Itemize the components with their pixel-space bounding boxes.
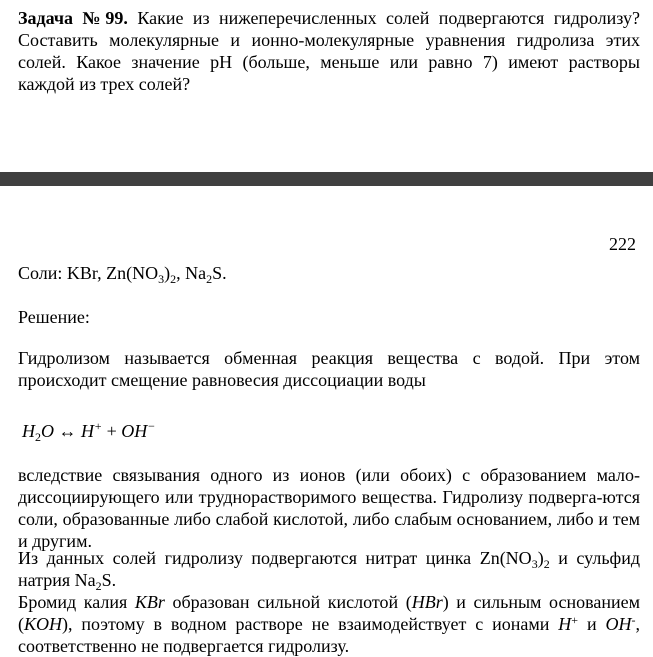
page-divider — [0, 172, 653, 186]
explanation-paragraph: вследствие связывания одного из ионов (или обоих) с образованием мало-диссоциирующего или труднорастворимого вещества. Гидролизу подверга-ются соли, образованные либо слабой кислотой, либо слабым основанием, либо и тем и другим. — [18, 465, 640, 551]
water-dissociation-formula: $H_2O$ ↔ H+ + OH− — [22, 419, 156, 444]
solution-label: Решение: — [18, 307, 90, 327]
page-number: 222 — [609, 234, 636, 254]
salts-line: Соли: KBr, $Zn(NO_3)_2$, $Na_2S$. — [18, 263, 227, 286]
page-top — [0, 0, 653, 172]
kbr-paragraph: Бромид калия KBr образован сильной кислотой (HBr) и сильным основанием (KOH), поэтому в водном растворе не взаимодействует с ионами H+ и OH-, соответственно не подвергается гидролизу. — [18, 592, 640, 656]
task-paragraph — [18, 7, 640, 95]
hydrolysis-paragraph: Из данных солей гидролизу подвергаются нитрат цинка $Zn(NO_3)_2$ и сульфид натрия $Na_2S$. — [18, 548, 640, 593]
definition-paragraph: Гидролизом называется обменная реакция вещества с водой. При этом происходит смещение равновесия диссоциации воды — [18, 348, 640, 390]
task-text: Какие из нижеперечисленных солей подвергаются гидролизу? Составить молекулярные и ионно-молекулярные уравнения гидролиза этих солей. Какое значение pH (больше, меньше или равно 7) имеют растворы каждой из трех солей? — [18, 8, 641, 94]
task-heading: Задача №99. — [18, 8, 128, 28]
